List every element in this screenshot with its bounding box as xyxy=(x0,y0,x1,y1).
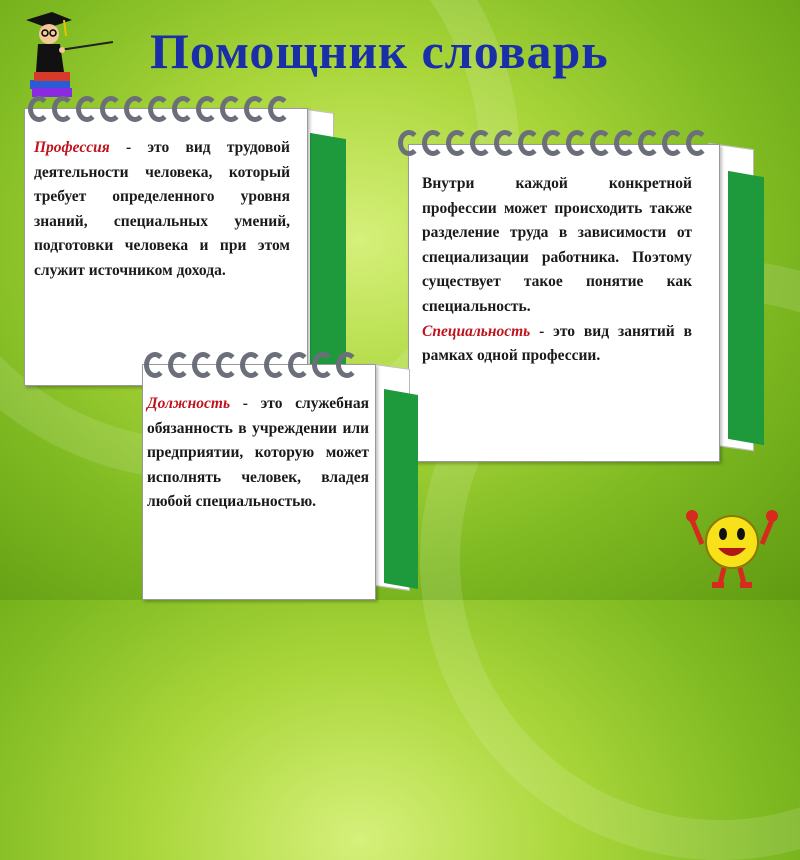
position-definition xyxy=(147,392,369,515)
specialty-definition xyxy=(422,172,692,369)
notepad-rings xyxy=(28,96,292,122)
notepad-cover xyxy=(310,133,346,379)
notepad-rings xyxy=(398,130,710,156)
notepad-rings xyxy=(144,352,360,378)
profession-text: - это вид трудовой деятельности человека, который требует определенного уровня знаний, специальных умений, подготовки человека и при этом служит источником дохода. xyxy=(34,139,290,279)
term-specialty: Специальность xyxy=(422,322,531,340)
specialty-text: - это вид занятий в рамках одной профессии. xyxy=(422,322,692,365)
notepad-cover xyxy=(728,171,764,445)
term-profession: Профессия xyxy=(34,139,110,156)
specialty-intro: Внутри каждой конкретной профессии может происходить также разделение труда в зависимости от специализации работника. Поэтому существует такое понятие как специальность. xyxy=(422,175,692,315)
page-title: Помощник словарь xyxy=(150,23,609,79)
term-position: Должность xyxy=(147,395,231,412)
professor-icon xyxy=(8,10,118,100)
profession-definition xyxy=(34,136,290,284)
smiley-icon xyxy=(684,500,780,590)
notepad-cover xyxy=(384,389,418,589)
position-text: - это служебная обязанность в учреждении или предприятии, которую может исполнять человек, владея любой специальностью. xyxy=(147,395,369,511)
